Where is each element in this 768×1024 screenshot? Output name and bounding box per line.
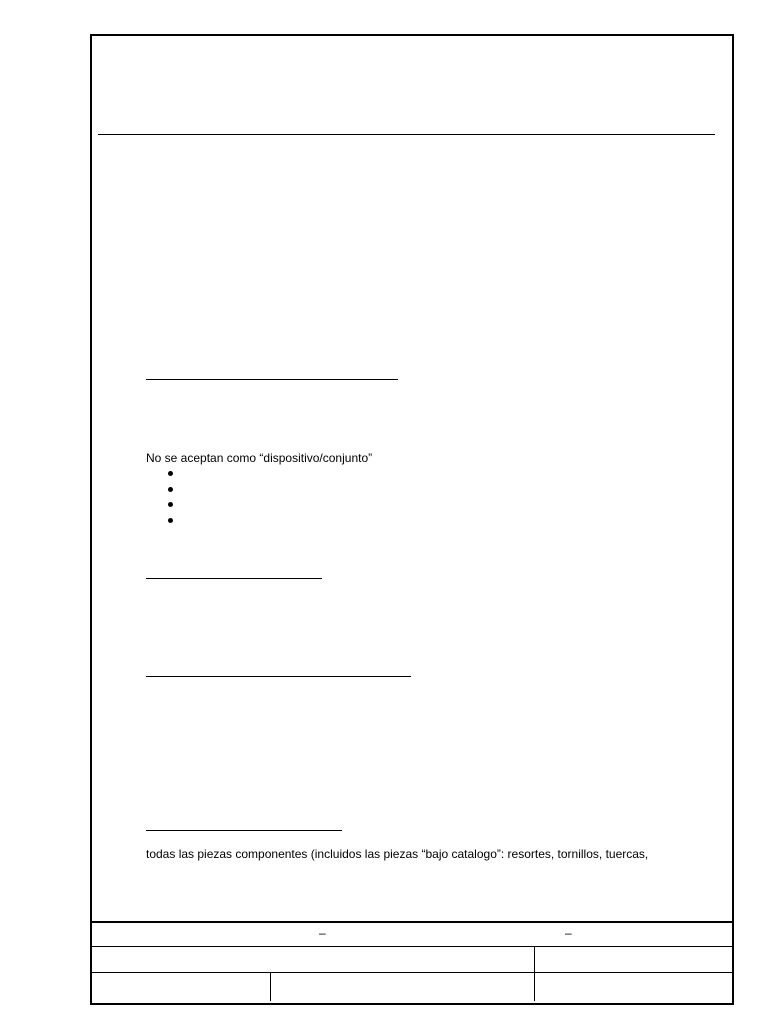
footer-table-top-border: [90, 921, 732, 923]
section-heading-underline: [146, 578, 322, 579]
section-heading-underline: [146, 379, 398, 380]
bullet-icon: [168, 487, 173, 492]
footer-table-column-divider: [534, 946, 535, 1001]
header-divider: [98, 134, 715, 135]
footer-dash: –: [565, 926, 572, 940]
footer-table-column-divider: [270, 972, 271, 1001]
closing-text: todas las piezas componentes (incluidos las piezas “bajo catalogo”: resortes, tornillos, tuercas,: [146, 847, 649, 861]
footer-table-row-divider: [90, 972, 732, 973]
bullet-icon: [168, 471, 173, 476]
footer-table-row-divider: [90, 946, 732, 947]
bullet-icon: [168, 502, 173, 507]
section-heading-underline: [146, 676, 411, 677]
bullet-icon: [168, 518, 173, 523]
section-heading-underline: [146, 830, 342, 831]
intro-text: No se aceptan como “dispositivo/conjunto”: [146, 451, 373, 465]
footer-dash: –: [319, 926, 326, 940]
